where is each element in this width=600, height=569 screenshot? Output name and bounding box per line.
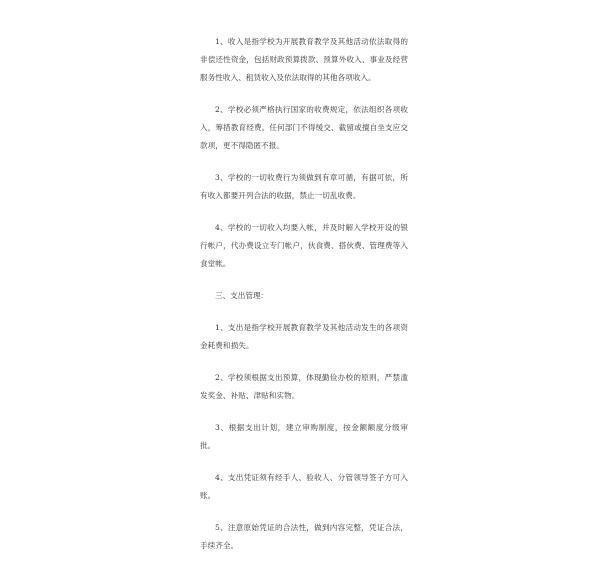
paragraph-income-definition: 1、收入是指学校为开展教育教学及其他活动依法取得的非偿还性资金，包括财政预算拨款、预算外收入、事业及经营服务性收入、租赁收入及依法取得的其他各项收入。 bbox=[200, 37, 408, 82]
paragraph-income-collection: 2、学校必须严格执行国家的收费规定，依法组织各项收入，筹措教育经费。任何部门不得缓交、截留或擅自坐支应交款项，更不得隐匿不报。 bbox=[200, 105, 408, 150]
paragraph-expenditure-vouchers: 4、支出凭证须有经手人、验收人、分管领导签子方可入账。 bbox=[200, 473, 408, 500]
document-body bbox=[200, 33, 408, 569]
section-heading-expenditure: 三、支出管理： bbox=[215, 291, 269, 300]
paragraph-fee-rules: 3、学校的一切收费行为须做到有章可循，有据可依，所有收入都要开列合法的收据，禁止一切乱收费。 bbox=[200, 173, 408, 200]
paragraph-expenditure-definition: 1、支出是指学校开展教育教学及其他活动发生的各项资金耗费和损失。 bbox=[200, 323, 408, 350]
paragraph-expenditure-budget: 2、学校须根据支出预算，体现勤俭办校的原则，严禁滥发奖金、补贴、津贴和实物。 bbox=[200, 373, 408, 400]
paragraph-income-accounts: 4、学校的一切收入均要入帐，并及时解入学校开设的银行帐户，代办费设立专门帐户，伙食费、搭伙费、管理费等入食堂帐。 bbox=[200, 223, 408, 268]
paragraph-expenditure-approval: 3、根据支出计划，建立审购制度，按金额额度分级审批。 bbox=[200, 423, 408, 450]
paragraph-voucher-legality: 5、注意原始凭证的合法性，做到内容完整，凭证合法，手续齐全。 bbox=[200, 523, 408, 550]
